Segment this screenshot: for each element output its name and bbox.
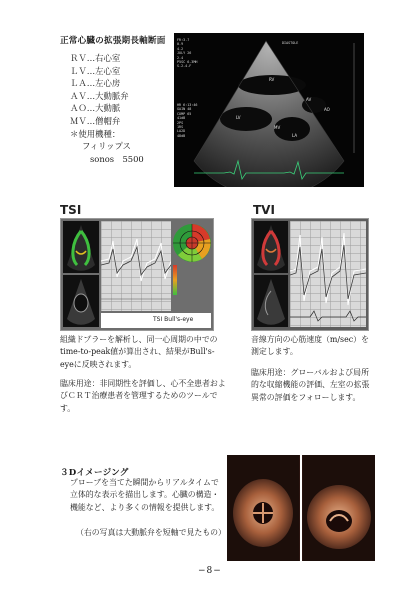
scan-readout-top: FR:3.7 0.9 4.2 JULY 26 2-4 P5SC 6-3MH S-2-4-F bbox=[177, 38, 198, 69]
legend-item: ＬＶ…左心室 bbox=[70, 65, 121, 76]
tsi-velocity-curves bbox=[101, 221, 171, 311]
tsi-short-view bbox=[63, 275, 99, 327]
legend-item: ＭＶ…僧帽弁 bbox=[70, 115, 121, 126]
bulls-eye-caption: TSI Bull's-eye bbox=[153, 316, 194, 323]
legend-item: ＡＯ…大動脈 bbox=[70, 103, 121, 114]
label-mv: MV bbox=[274, 125, 281, 130]
3d-description: プローブを当てた瞬間からリアルタイムで立体的な表示を描出します。心臓の構造・機能など、より多くの情報を提供します。 bbox=[70, 478, 220, 512]
bulls-eye-caption-bar bbox=[101, 313, 211, 328]
tsi-clinical-use: 臨床用途：非同期性を評価し、心不全患者およびＣＲＴ治療患者を管理するためのツールです。 bbox=[60, 379, 226, 413]
chamber-legend bbox=[70, 52, 190, 165]
label-rv: RV bbox=[269, 77, 275, 82]
bulls-eye-color-scale bbox=[173, 265, 177, 295]
scan-readout-phase: DIASTOLE bbox=[282, 41, 299, 45]
ultrasound-sector bbox=[174, 33, 364, 187]
tvi-clinical-use: 臨床用途：グローバルおよび局所的な収縮機能の評価、左室の拡張異常の評価をフォローします。 bbox=[251, 368, 370, 402]
tvi-label: TVI bbox=[253, 203, 275, 217]
label-la: LA bbox=[292, 133, 298, 138]
label-lv: LV bbox=[236, 115, 241, 120]
equipment-model: sonos 5500 bbox=[90, 153, 144, 164]
label-ao: AO bbox=[324, 107, 330, 112]
equipment-heading: ＊使用機種： bbox=[70, 128, 121, 139]
tvi-apical-view bbox=[254, 221, 288, 273]
legend-item: ＬＡ…左心房 bbox=[70, 78, 121, 89]
tvi-short-view bbox=[254, 275, 288, 327]
tsi-apical-view bbox=[63, 221, 99, 273]
long-axis-ultrasound-image bbox=[174, 33, 364, 187]
3d-echo-image bbox=[227, 455, 375, 561]
3d-note: （右の写真は大動脈弁を短軸で見たもの） bbox=[76, 528, 226, 537]
tsi-image bbox=[60, 218, 214, 331]
tsi-label: TSI bbox=[60, 203, 82, 217]
tvi-description: 音線方向の心筋速度（m/sec）を測定します。 bbox=[251, 335, 369, 357]
bulls-eye-chart bbox=[172, 223, 212, 263]
page-number: −8− bbox=[198, 566, 222, 576]
section-title-long-axis: 正常心臓の拡張期長軸断面 bbox=[60, 36, 166, 46]
equipment-maker: フィリップス bbox=[82, 141, 131, 152]
scan-readout-mid: HR 6:13:46 GAIN 48 COMP 65 41dB 2PS 1RS LA2D 48dB bbox=[177, 103, 198, 138]
legend-item: ＡＶ…大動脈弁 bbox=[70, 90, 129, 101]
tvi-velocity-curves bbox=[290, 221, 366, 327]
legend-item: ＲＶ…右心室 bbox=[70, 53, 121, 63]
tvi-image bbox=[251, 218, 369, 331]
label-av: AV bbox=[306, 97, 312, 102]
section-title-3d: ３Dイメージング bbox=[60, 468, 129, 478]
tsi-description: 組織ドプラーを解析し、同一心周期の中でのtime-to-peak値が算出され、結果がBull's-eyeに反映されます。 bbox=[60, 335, 218, 369]
